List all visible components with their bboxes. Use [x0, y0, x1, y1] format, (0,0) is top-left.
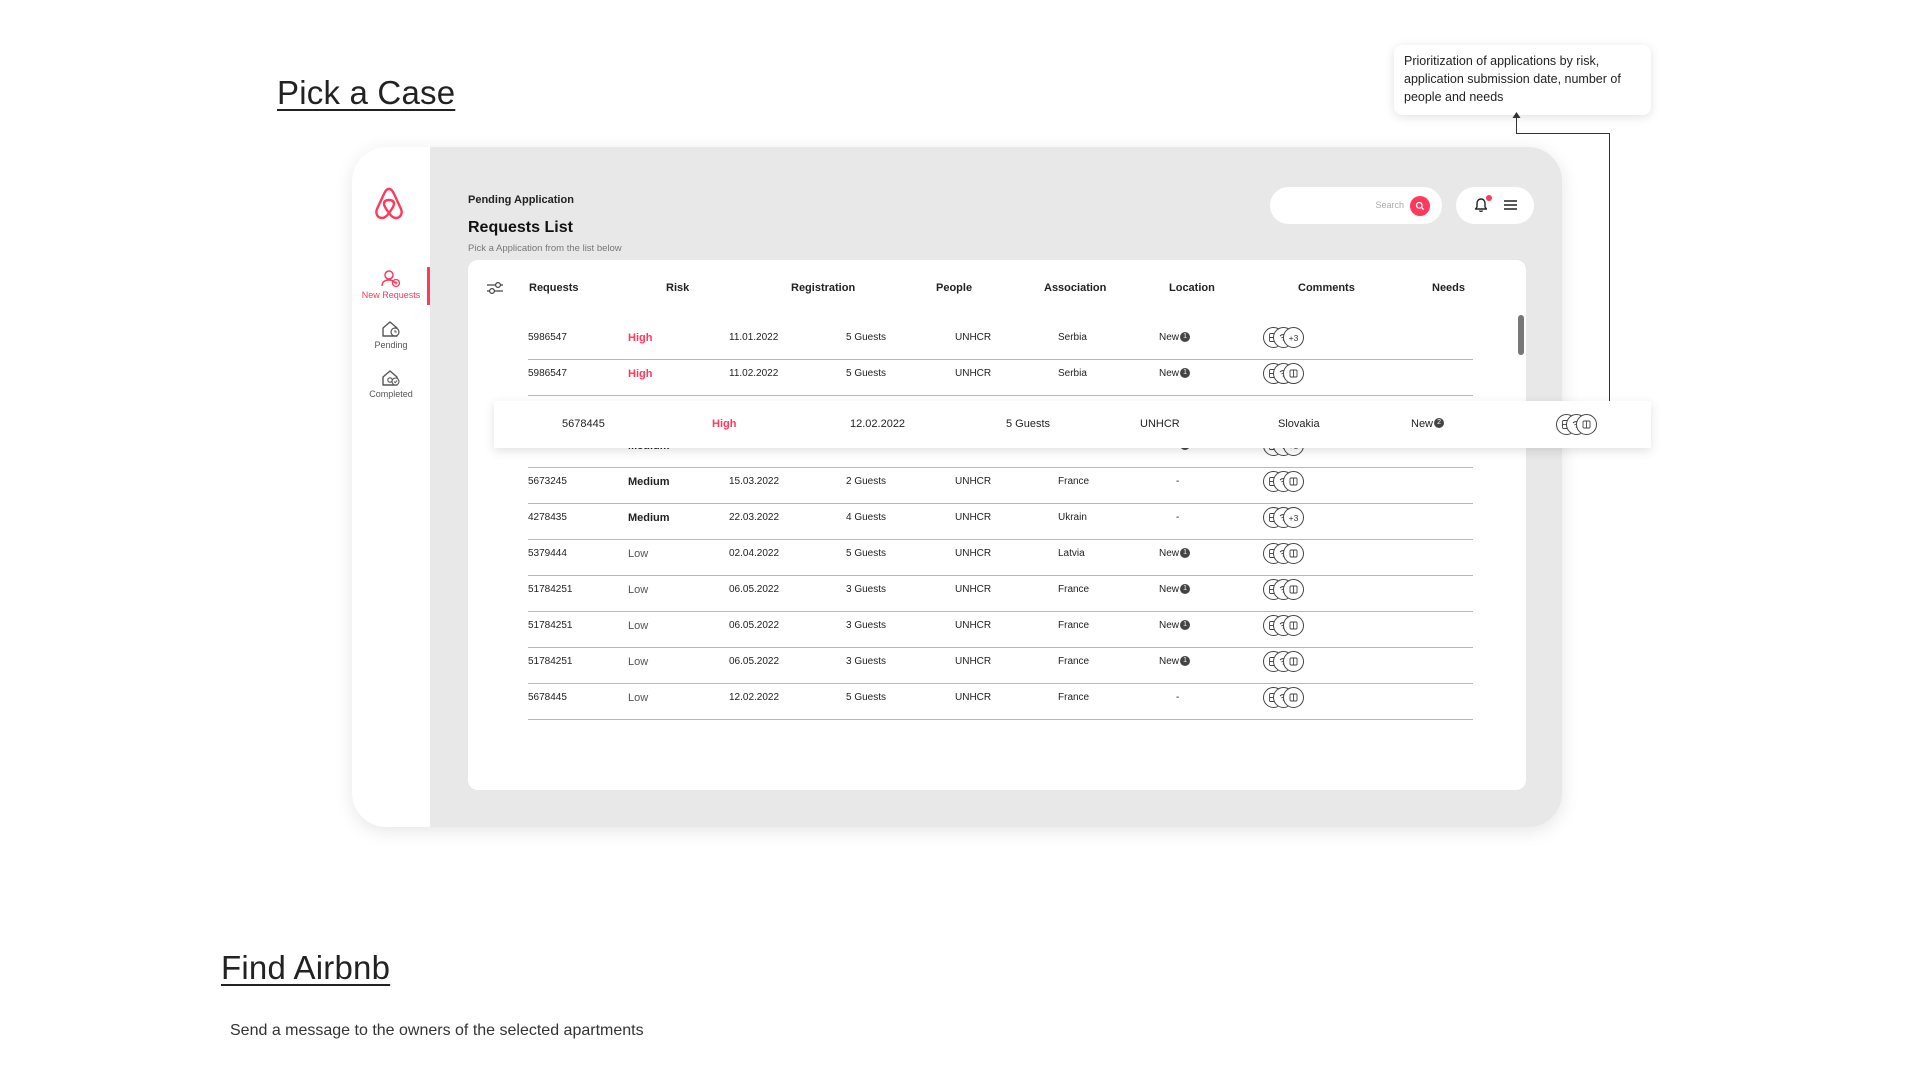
column-header-comments[interactable]: Comments — [1298, 282, 1355, 294]
main-content — [430, 147, 1562, 827]
risk-level: Medium — [628, 512, 670, 524]
people-count: 2 Guests — [846, 476, 887, 487]
scrollbar-thumb[interactable] — [1518, 315, 1524, 355]
breadcrumb: Pending Application — [468, 194, 574, 206]
comment-count-badge: 1 — [1180, 656, 1190, 666]
request-id: 5986547 — [528, 368, 567, 379]
comment-status — [1159, 332, 1190, 343]
risk-level: High — [628, 368, 653, 380]
people-count: 5 Guests — [846, 368, 887, 379]
people-count: 5 Guests — [846, 332, 887, 343]
need-door-icon — [1576, 414, 1597, 435]
column-header-location[interactable]: Location — [1169, 282, 1215, 294]
table-row[interactable] — [528, 676, 1473, 720]
location: Latvia — [1058, 548, 1085, 559]
people-count: 3 Guests — [846, 620, 887, 631]
section-title-find-airbnb: Find Airbnb — [221, 949, 391, 986]
location: Serbia — [1058, 368, 1087, 379]
comment-status — [1176, 512, 1179, 523]
comment-status — [1159, 584, 1190, 595]
page-subtitle: Pick a Application from the list below — [468, 243, 622, 254]
request-id: 5673245 — [528, 476, 567, 487]
column-header-people[interactable]: People — [936, 282, 973, 294]
sidebar-item-label: New Requests — [361, 290, 421, 300]
comment-count-badge: 1 — [1180, 368, 1190, 378]
house-check-icon — [381, 369, 401, 387]
risk-level: Low — [628, 548, 649, 560]
association: UNHCR — [955, 476, 992, 487]
request-id: 5678445 — [562, 418, 605, 430]
location: France — [1058, 476, 1090, 487]
people-count: 3 Guests — [846, 584, 887, 595]
people-count: 5 Guests — [846, 692, 887, 703]
need-door-icon — [1283, 363, 1304, 384]
need-door-icon — [1283, 615, 1304, 636]
comment-text: - — [1176, 692, 1180, 703]
comment-status — [1159, 548, 1190, 559]
comment-count-badge: 1 — [1180, 620, 1190, 630]
association: UNHCR — [1140, 418, 1180, 430]
risk-level: High — [628, 332, 653, 344]
people-count: 3 Guests — [846, 656, 887, 667]
risk-level: High — [712, 418, 737, 430]
page-title: Requests List — [468, 219, 573, 236]
menu-icon[interactable] — [1503, 199, 1518, 211]
location: France — [1058, 692, 1090, 703]
comment-status — [1159, 620, 1190, 631]
notification-dot — [1486, 195, 1492, 201]
request-id: 5678445 — [528, 692, 567, 703]
section-description: Send a message to the owners of the selected apartments — [230, 1022, 644, 1039]
request-id: 4278435 — [528, 512, 567, 523]
sidebar — [352, 147, 430, 827]
location: France — [1058, 584, 1090, 595]
requests-table — [468, 260, 1526, 790]
comment-count-badge: 1 — [1180, 584, 1190, 594]
people-count: 4 Guests — [846, 512, 887, 523]
column-header-needs[interactable]: Needs — [1432, 282, 1466, 294]
association: UNHCR — [955, 332, 992, 343]
connector-line — [1516, 133, 1610, 134]
registration-date: 11.02.2022 — [729, 368, 779, 379]
people-count: 5 Guests — [1006, 418, 1051, 430]
arrow-up-icon — [1512, 112, 1521, 119]
risk-level: Low — [628, 620, 649, 632]
annotation-callout: Prioritization of applications by risk, application submission date, number of people and needs — [1394, 45, 1651, 115]
sidebar-item-new-requests[interactable] — [352, 270, 430, 300]
connector-line — [1609, 133, 1610, 401]
search-input[interactable] — [1270, 187, 1442, 224]
association: UNHCR — [955, 368, 992, 379]
comment-count-badge: 2 — [1434, 418, 1444, 428]
location: Serbia — [1058, 332, 1087, 343]
sidebar-item-label: Completed — [369, 389, 413, 399]
need-door-icon — [1283, 579, 1304, 600]
comment-status — [1411, 418, 1444, 430]
highlighted-table-row[interactable] — [494, 401, 1651, 448]
comment-status — [1159, 368, 1190, 379]
request-id: 51784251 — [528, 620, 573, 631]
registration-date: 11.01.2022 — [729, 332, 779, 343]
need-more-count: +3 — [1283, 327, 1304, 348]
risk-level: Low — [628, 584, 649, 596]
comment-text: New — [1159, 548, 1180, 559]
sidebar-item-pending[interactable] — [352, 320, 430, 350]
association: UNHCR — [955, 548, 992, 559]
request-id: 51784251 — [528, 656, 573, 667]
registration-date: 22.03.2022 — [729, 512, 780, 523]
registration-date: 12.02.2022 — [729, 692, 780, 703]
need-more-count: +3 — [1283, 507, 1304, 528]
sidebar-item-label: Pending — [374, 340, 408, 350]
location: Ukrain — [1058, 512, 1087, 523]
column-header-registration[interactable]: Registration — [791, 282, 856, 294]
user-add-icon — [381, 270, 401, 288]
tablet-frame — [352, 147, 1562, 827]
request-id: 51784251 — [528, 584, 573, 595]
column-header-requests[interactable]: Requests — [529, 282, 579, 294]
registration-date: 06.05.2022 — [729, 656, 780, 667]
table-row[interactable] — [528, 352, 1473, 396]
column-header-association[interactable]: Association — [1044, 282, 1107, 294]
comment-text: New — [1159, 584, 1180, 595]
comment-status — [1176, 476, 1179, 487]
risk-level: Low — [628, 692, 649, 704]
request-id: 5986547 — [528, 332, 567, 343]
risk-level: Medium — [628, 476, 670, 488]
comment-text: - — [1176, 476, 1180, 487]
comment-status — [1176, 692, 1179, 703]
need-door-icon — [1283, 471, 1304, 492]
registration-date: 12.02.2022 — [850, 418, 906, 430]
comment-count-badge: 1 — [1180, 548, 1190, 558]
association: UNHCR — [955, 512, 992, 523]
need-door-icon — [1283, 687, 1304, 708]
search-placeholder: Search — [1375, 200, 1404, 210]
location: France — [1058, 620, 1090, 631]
registration-date: 06.05.2022 — [729, 620, 780, 631]
comment-text: - — [1176, 512, 1180, 523]
registration-date: 15.03.2022 — [729, 476, 780, 487]
association: UNHCR — [955, 584, 992, 595]
risk-level: Low — [628, 656, 649, 668]
house-clock-icon — [381, 320, 401, 338]
sidebar-item-completed[interactable] — [352, 369, 430, 399]
need-door-icon — [1283, 651, 1304, 672]
need-door-icon — [1283, 543, 1304, 564]
comment-text: New — [1159, 368, 1180, 379]
search-button[interactable] — [1410, 196, 1430, 216]
filter-sliders-icon[interactable] — [486, 280, 504, 296]
comment-text: New — [1159, 656, 1180, 667]
registration-date: 02.04.2022 — [729, 548, 780, 559]
header-actions — [1456, 187, 1534, 224]
association: UNHCR — [955, 692, 992, 703]
location: Slovakia — [1278, 418, 1320, 430]
airbnb-logo-icon — [372, 185, 406, 221]
comment-count-badge: 1 — [1180, 332, 1190, 342]
location: France — [1058, 656, 1090, 667]
comment-status — [1159, 656, 1190, 667]
comment-text: New — [1159, 620, 1180, 631]
section-title-pick-a-case: Pick a Case — [277, 74, 456, 111]
registration-date: 06.05.2022 — [729, 584, 780, 595]
comment-text: New — [1159, 332, 1180, 343]
association: UNHCR — [955, 656, 992, 667]
people-count: 5 Guests — [846, 548, 887, 559]
column-header-risk[interactable]: Risk — [666, 282, 690, 294]
comment-text: New — [1411, 418, 1434, 430]
request-id: 5379444 — [528, 548, 567, 559]
search-icon — [1415, 201, 1425, 211]
association: UNHCR — [955, 620, 992, 631]
